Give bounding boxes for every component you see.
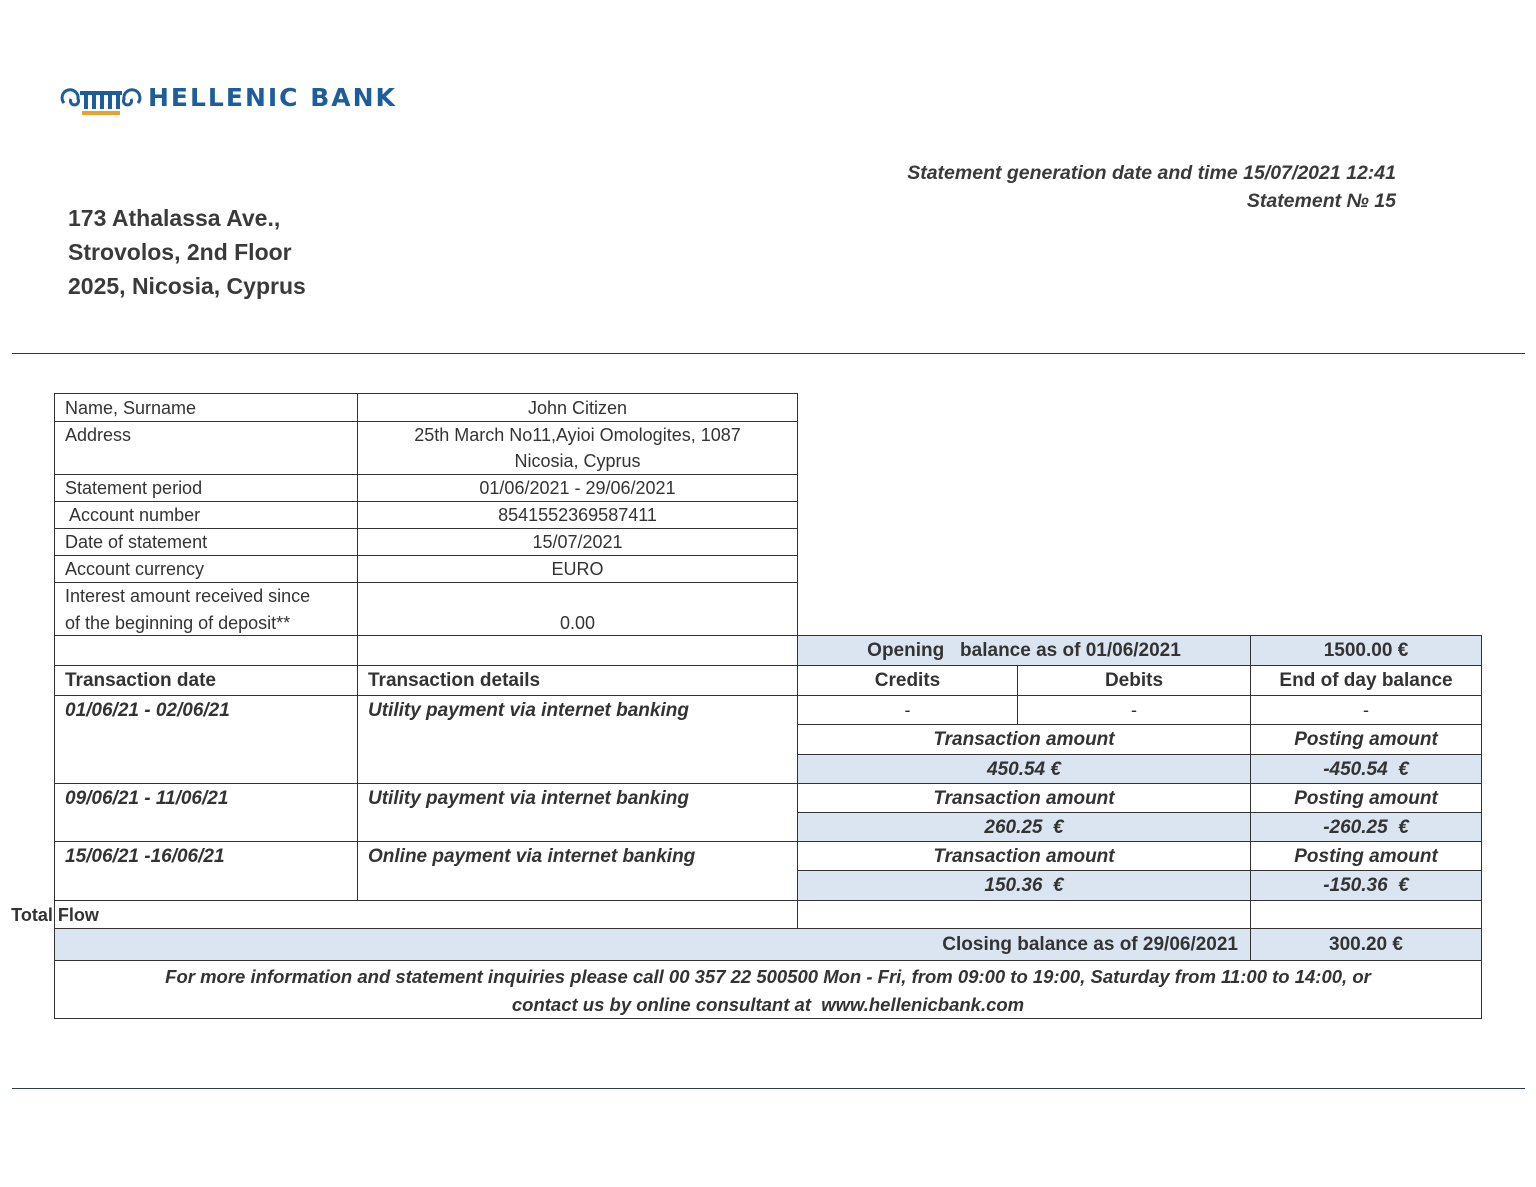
currency-value: EURO	[357, 555, 798, 583]
header-end-of-day-balance: End of day balance	[1250, 665, 1482, 696]
debits-dash: -	[1017, 695, 1251, 725]
interest-label-line: of the beginning of deposit**	[65, 613, 291, 633]
account-label: Account number	[54, 501, 358, 529]
transaction-details: Utility payment via internet banking	[357, 783, 798, 842]
statement-date-value: 15/07/2021	[357, 528, 798, 556]
address-line: 25th March No11,Ayioi Omologites, 1087	[414, 425, 741, 445]
transaction-amount-label: Transaction amount	[797, 724, 1251, 755]
transaction-details: Utility payment via internet banking	[357, 695, 798, 784]
total-flow-label: Total Flow	[11, 905, 99, 925]
name-label: Name, Surname	[54, 393, 358, 422]
transaction-date: 15/06/21 -16/06/21	[54, 841, 358, 901]
opening-balance-value: 1500.00 €	[1250, 635, 1482, 666]
posting-amount: -450.54 €	[1250, 754, 1482, 784]
header-transaction-date: Transaction date	[54, 665, 358, 696]
empty-cell	[54, 635, 358, 666]
interest-label	[54, 582, 358, 636]
bank-address-line: 173 Athalassa Ave.,	[68, 205, 281, 231]
footer-line: For more information and statement inquiries please call 00 357 22 500500 Mon - Fri, from 09:00 to 19:00, Saturday from 11:00 to 14:00, or	[165, 966, 1371, 987]
empty-cell	[1250, 900, 1482, 929]
header-credits: Credits	[797, 665, 1018, 696]
bank-address	[68, 201, 306, 303]
statement-date-label: Date of statement	[54, 528, 358, 556]
credits-dash: -	[797, 695, 1018, 725]
transaction-amount-label: Transaction amount	[797, 783, 1251, 813]
transaction-date: 09/06/21 - 11/06/21	[54, 783, 358, 842]
name-value: John Citizen	[357, 393, 798, 422]
bank-address-line: 2025, Nicosia, Cyprus	[68, 273, 306, 299]
opening-balance-label: Opening balance as of 01/06/2021	[797, 635, 1251, 666]
bank-name: HELLENIC BANK	[148, 83, 397, 112]
account-value: 8541552369587411	[357, 501, 798, 529]
closing-balance-label: Closing balance as of 29/06/2021	[54, 928, 1251, 961]
transaction-amount: 260.25 €	[797, 812, 1251, 842]
bank-emblem-icon	[60, 85, 142, 117]
bottom-divider	[12, 1088, 1525, 1089]
bank-logo	[58, 82, 398, 118]
address-line: Nicosia, Cyprus	[514, 451, 641, 471]
bank-address-line: Strovolos, 2nd Floor	[68, 239, 292, 265]
address-value	[357, 421, 798, 475]
period-label: Statement period	[54, 474, 358, 502]
posting-amount-label: Posting amount	[1250, 841, 1482, 871]
transaction-amount: 150.36 €	[797, 870, 1251, 901]
currency-label: Account currency	[54, 555, 358, 583]
footer-info	[54, 960, 1482, 1019]
address-label: Address	[54, 421, 358, 475]
transaction-amount: 450.54 €	[797, 754, 1251, 784]
header-debits: Debits	[1017, 665, 1251, 696]
header-transaction-details: Transaction details	[357, 665, 798, 696]
transaction-date: 01/06/21 - 02/06/21	[54, 695, 358, 784]
empty-cell	[357, 635, 798, 666]
posting-amount-label: Posting amount	[1250, 724, 1482, 755]
top-divider	[12, 353, 1525, 354]
period-value: 01/06/2021 - 29/06/2021	[357, 474, 798, 502]
posting-amount: -150.36 €	[1250, 870, 1482, 901]
total-flow-label-cell	[11, 900, 798, 929]
posting-amount: -260.25 €	[1250, 812, 1482, 842]
footer-line: contact us by online consultant at www.hellenicbank.com	[511, 994, 1025, 1015]
closing-balance-value: 300.20 €	[1250, 928, 1482, 961]
end-balance-dash: -	[1250, 695, 1482, 725]
statement-generation: Statement generation date and time 15/07/2021 12:41	[907, 162, 1396, 184]
transaction-amount-label: Transaction amount	[797, 841, 1251, 871]
transaction-details: Online payment via internet banking	[357, 841, 798, 901]
empty-cell	[797, 900, 1251, 929]
statement-meta	[907, 159, 1396, 215]
interest-value: 0.00	[357, 582, 798, 636]
posting-amount-label: Posting amount	[1250, 783, 1482, 813]
interest-label-line: Interest amount received since	[65, 586, 311, 606]
statement-number: Statement № 15	[1246, 190, 1396, 212]
